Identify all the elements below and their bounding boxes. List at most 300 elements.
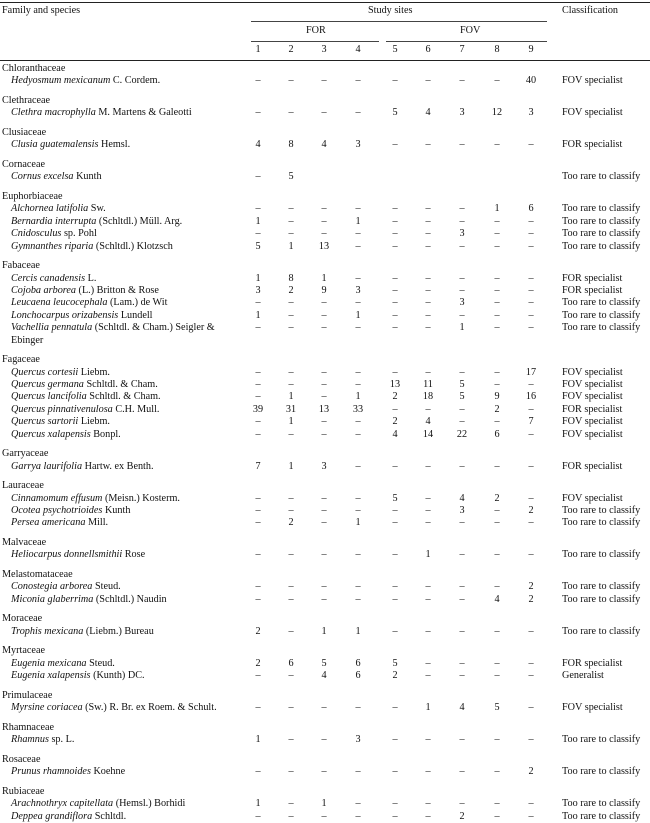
site-value-2: – (288, 670, 294, 682)
species-author: Schltdl. & Cham. (86, 391, 161, 403)
site-value-2: 1 (288, 240, 294, 252)
site-value-5: – (392, 460, 398, 472)
site-value-2: – (288, 322, 294, 334)
classification-value: FOR specialist (562, 403, 623, 415)
species-row (0, 404, 650, 416)
site-value-7: – (459, 593, 465, 605)
species-author: C. Cordem. (110, 75, 161, 87)
classification-value: Too rare to classify (562, 297, 641, 309)
site-value-9: – (528, 517, 534, 529)
site-value-5: 5 (392, 657, 398, 669)
site-value-7: – (459, 366, 465, 378)
family-row (0, 127, 650, 139)
site-number-6: 6 (425, 44, 431, 55)
site-value-6: – (425, 403, 431, 415)
site-value-5: 5 (392, 492, 398, 504)
site-value-3: 13 (318, 403, 330, 415)
species-author: Liebm. (78, 366, 110, 378)
classification-value: Too rare to classify (562, 203, 641, 215)
site-value-7: – (459, 517, 465, 529)
site-value-3: – (321, 492, 327, 504)
site-value-3: – (321, 505, 327, 516)
species-row (0, 416, 650, 428)
species-name (11, 322, 215, 334)
species-row-continuation (0, 335, 650, 347)
header-family-species: Family and species (2, 5, 81, 16)
site-value-5: 2 (392, 391, 398, 403)
site-value-5: – (392, 505, 398, 516)
site-value-4: – (355, 416, 361, 428)
site-value-8: – (494, 309, 500, 321)
site-value-7: – (459, 75, 465, 87)
classification-value: FOV specialist (562, 492, 623, 504)
site-value-3: – (321, 379, 327, 390)
site-value-4: – (355, 428, 361, 440)
site-value-4: 33 (352, 403, 364, 415)
site-value-2: – (288, 581, 294, 593)
family-row (0, 613, 650, 625)
species-name (11, 429, 121, 441)
site-value-7: – (459, 416, 465, 428)
header-group-for: FOR (306, 25, 326, 36)
species-author: (Schltdl.) Klotzsch (93, 240, 173, 252)
site-value-6: – (425, 766, 431, 778)
site-value-5: – (392, 215, 398, 227)
site-value-5: – (392, 240, 398, 252)
species-author: Rose (122, 549, 146, 561)
site-value-2: – (288, 428, 294, 440)
site-value-9: – (528, 625, 534, 637)
site-value-6: 1 (425, 549, 431, 561)
family-name: Fabaceae (2, 260, 40, 272)
species-row (0, 493, 650, 505)
species-row (0, 594, 650, 606)
site-value-2: – (288, 215, 294, 227)
site-value-7: – (459, 403, 465, 415)
site-value-3: – (321, 215, 327, 227)
study-sites-rule (251, 21, 547, 22)
site-value-3: 4 (321, 670, 327, 682)
species-author: Koehne (90, 766, 126, 778)
classification-value: FOR specialist (562, 139, 623, 151)
site-value-1: – (255, 670, 261, 682)
site-value-1: – (255, 391, 261, 403)
site-value-6: – (425, 272, 431, 284)
site-value-7: – (459, 309, 465, 321)
species-binomial: Quercus pinnativenulosa (11, 403, 113, 415)
site-value-4: – (355, 593, 361, 605)
species-name (11, 461, 154, 473)
site-number-5: 5 (392, 44, 398, 55)
site-value-9: 2 (528, 766, 534, 778)
species-author: M. Martens & Galeotti (95, 107, 192, 119)
species-binomial: Eugenia xalapensis (11, 670, 91, 682)
site-value-5: – (392, 366, 398, 378)
site-value-6: 18 (422, 391, 434, 403)
site-value-3: – (321, 107, 327, 119)
species-binomial: Vachellia pennatula (11, 322, 93, 334)
site-value-3: – (321, 391, 327, 403)
site-value-7: 3 (459, 107, 465, 119)
classification-value: Too rare to classify (562, 228, 641, 240)
site-value-7: – (459, 272, 465, 284)
species-name (11, 670, 145, 682)
family-name: Rhamnaceae (2, 721, 55, 733)
site-value-7: 22 (456, 428, 468, 440)
site-value-6: – (425, 322, 431, 334)
header-study-sites: Study sites (368, 5, 413, 16)
site-number-row (0, 44, 650, 56)
species-binomial: Cojoba arborea (11, 285, 76, 296)
site-value-8: – (494, 734, 500, 746)
species-row (0, 626, 650, 638)
species-binomial: Ocotea psychotrioides (11, 505, 103, 516)
site-number-4: 4 (355, 44, 361, 55)
site-value-1: – (255, 505, 261, 516)
species-name (11, 734, 74, 746)
classification-value: FOV specialist (562, 379, 623, 390)
site-value-9: 2 (528, 505, 534, 516)
site-value-3: – (321, 75, 327, 87)
classification-value: Too rare to classify (562, 549, 641, 561)
site-value-5: – (392, 581, 398, 593)
species-author: (Lam.) de Wit (107, 297, 168, 309)
site-value-7: – (459, 139, 465, 151)
site-value-2: 8 (288, 272, 294, 284)
site-value-2: 5 (288, 171, 294, 183)
site-value-3: – (321, 416, 327, 428)
site-value-2: 1 (288, 460, 294, 472)
site-value-2: – (288, 766, 294, 778)
site-number-7: 7 (459, 44, 465, 55)
site-value-4: 3 (355, 734, 361, 746)
site-value-9: – (528, 139, 534, 151)
site-value-1: 1 (255, 309, 261, 321)
species-author: (L.) Britton & Rose (76, 285, 159, 296)
family-name: Myrtaceae (2, 645, 45, 657)
site-value-5: – (392, 798, 398, 810)
site-value-4: – (355, 581, 361, 593)
site-value-7: – (459, 766, 465, 778)
species-name (11, 493, 180, 505)
site-value-3: 9 (321, 285, 327, 296)
species-name (11, 139, 130, 151)
species-name (11, 391, 161, 403)
site-value-8: – (494, 657, 500, 669)
species-binomial: Clusia guatemalensis (11, 139, 99, 151)
site-value-8: 4 (494, 593, 500, 605)
species-row (0, 766, 650, 778)
species-binomial: Gymnanthes riparia (11, 240, 94, 252)
site-value-1: 1 (255, 798, 261, 810)
family-row (0, 159, 650, 171)
species-author: (Schltdl. & Cham.) Seigler & (92, 322, 215, 334)
species-row (0, 139, 650, 151)
site-value-5: – (392, 139, 398, 151)
family-row (0, 569, 650, 581)
site-value-8: – (494, 297, 500, 309)
site-value-7: 4 (459, 702, 465, 714)
site-value-7: 3 (459, 228, 465, 240)
site-value-5: – (392, 297, 398, 309)
site-value-1: 5 (255, 240, 261, 252)
site-value-1: 1 (255, 215, 261, 227)
site-value-9: – (528, 322, 534, 334)
classification-value: Too rare to classify (562, 171, 641, 183)
species-row (0, 367, 650, 379)
site-value-7: – (459, 215, 465, 227)
site-value-5: 2 (392, 670, 398, 682)
site-value-8: – (494, 517, 500, 529)
species-author: Mill. (85, 517, 109, 529)
site-number-9: 9 (528, 44, 534, 55)
site-value-9: – (528, 460, 534, 472)
site-value-6: 4 (425, 107, 431, 119)
site-value-6: – (425, 798, 431, 810)
species-binomial: Clethra macrophylla (11, 107, 96, 119)
site-value-5: – (392, 403, 398, 415)
site-value-7: – (459, 670, 465, 682)
classification-value: Too rare to classify (562, 625, 641, 637)
species-binomial: Conostegia arborea (11, 581, 93, 593)
classification-value: Too rare to classify (562, 517, 641, 529)
site-value-2: – (288, 702, 294, 714)
site-value-1: – (255, 581, 261, 593)
site-value-3: – (321, 593, 327, 605)
site-value-5: – (392, 309, 398, 321)
site-value-5: – (392, 549, 398, 561)
species-binomial: Quercus lancifolia (11, 391, 87, 403)
site-value-6: – (425, 139, 431, 151)
family-row (0, 754, 650, 766)
site-value-5: – (392, 517, 398, 529)
site-value-2: 8 (288, 139, 294, 151)
site-value-9: – (528, 309, 534, 321)
site-value-9: – (528, 492, 534, 504)
species-author: (Hemsl.) Borhidi (113, 798, 186, 810)
species-name (11, 216, 182, 228)
site-value-4: – (355, 492, 361, 504)
for-group-rule (251, 41, 379, 42)
site-value-2: – (288, 228, 294, 240)
header-bottom-rule (0, 60, 650, 61)
site-value-1: – (255, 203, 261, 215)
family-name: Rosaceae (2, 753, 41, 765)
site-value-9: 17 (525, 366, 537, 378)
site-value-5: – (392, 285, 398, 296)
site-number-8: 8 (494, 44, 500, 55)
site-value-8: – (494, 460, 500, 472)
species-binomial: Myrsine coriacea (11, 702, 83, 714)
species-row (0, 670, 650, 682)
family-row (0, 537, 650, 549)
site-value-5: – (392, 322, 398, 334)
species-name (11, 203, 106, 215)
family-name: Fagaceae (2, 354, 40, 366)
site-value-1: – (255, 810, 261, 822)
site-value-1: – (255, 593, 261, 605)
classification-value: FOR specialist (562, 272, 623, 284)
site-value-4: – (355, 75, 361, 87)
family-name: Malvaceae (2, 537, 47, 548)
species-binomial: Quercus cortesii (11, 366, 79, 378)
site-value-1: – (255, 492, 261, 504)
site-value-9: – (528, 549, 534, 561)
site-value-4: – (355, 366, 361, 378)
site-number-3: 3 (321, 44, 327, 55)
family-name: Melastomataceae (2, 569, 73, 580)
site-value-5: – (392, 272, 398, 284)
species-name (11, 416, 110, 428)
species-name (11, 549, 145, 561)
site-value-1: – (255, 75, 261, 87)
species-row (0, 505, 650, 517)
site-value-3: – (321, 810, 327, 822)
site-number-1: 1 (255, 44, 261, 55)
site-value-3: – (321, 549, 327, 561)
site-value-8: 2 (494, 403, 500, 415)
family-row (0, 63, 650, 75)
species-binomial: Prunus rhamnoides (11, 766, 91, 778)
site-value-4: – (355, 766, 361, 778)
site-value-7: – (459, 203, 465, 215)
classification-value: Generalist (562, 670, 604, 682)
site-value-1: – (255, 107, 261, 119)
site-value-2: – (288, 549, 294, 561)
site-value-4: 6 (355, 657, 361, 669)
site-value-3: – (321, 228, 327, 240)
classification-value: FOR specialist (562, 285, 623, 296)
site-value-6: – (425, 460, 431, 472)
site-number-2: 2 (288, 44, 294, 55)
classification-value: FOV specialist (562, 366, 623, 378)
site-value-5: – (392, 75, 398, 87)
site-value-8: – (494, 505, 500, 516)
site-value-6: – (425, 75, 431, 87)
site-value-9: 3 (528, 107, 534, 119)
species-author: Hartw. ex Benth. (82, 460, 154, 472)
species-name (11, 107, 192, 119)
species-author-continued: Ebinger (11, 334, 44, 346)
site-value-7: 4 (459, 492, 465, 504)
site-value-2: 1 (288, 416, 294, 428)
site-value-4: 1 (355, 625, 361, 637)
species-binomial: Arachnothryx capitellata (11, 798, 114, 810)
site-value-3: – (321, 702, 327, 714)
species-binomial: Quercus germana (11, 379, 84, 390)
species-row (0, 658, 650, 670)
site-value-7: – (459, 734, 465, 746)
site-value-5: – (392, 625, 398, 637)
site-value-8: 5 (494, 702, 500, 714)
site-value-9: – (528, 810, 534, 822)
site-value-1: 39 (252, 403, 264, 415)
species-name (11, 367, 110, 379)
site-value-5: 4 (392, 428, 398, 440)
site-value-7: 5 (459, 379, 465, 390)
site-value-2: 2 (288, 285, 294, 296)
family-name: Euphorbiaceae (2, 191, 63, 202)
species-binomial: Lonchocarpus orizabensis (11, 309, 119, 321)
site-value-6: – (425, 734, 431, 746)
site-value-3: – (321, 322, 327, 334)
site-value-6: – (425, 215, 431, 227)
site-value-3: 5 (321, 657, 327, 669)
site-value-4: 1 (355, 391, 361, 403)
site-value-3: – (321, 428, 327, 440)
species-row (0, 581, 650, 593)
classification-value: Too rare to classify (562, 322, 641, 334)
species-name (11, 658, 115, 670)
site-value-2: – (288, 593, 294, 605)
species-binomial: Cnidosculus (11, 228, 62, 240)
family-name: Chloranthaceae (2, 63, 66, 74)
species-binomial: Cercis canadensis (11, 272, 86, 284)
family-name: Clethraceae (2, 95, 51, 106)
site-value-7: 1 (459, 322, 465, 334)
site-value-9: – (528, 670, 534, 682)
family-row (0, 448, 650, 460)
site-value-9: 16 (525, 391, 537, 403)
site-value-6: – (425, 505, 431, 516)
site-value-8: – (494, 228, 500, 240)
site-value-9: 6 (528, 203, 534, 215)
site-value-5: – (392, 766, 398, 778)
site-value-5: 13 (389, 379, 401, 390)
family-row (0, 722, 650, 734)
species-author: (Schltdl.) Müll. Arg. (96, 215, 183, 227)
species-row (0, 310, 650, 322)
site-value-9: – (528, 702, 534, 714)
species-author: Liebm. (78, 416, 110, 428)
species-binomial: Alchornea latifolia (11, 203, 89, 215)
site-value-5: 2 (392, 416, 398, 428)
species-row (0, 429, 650, 441)
site-value-7: – (459, 657, 465, 669)
site-value-4: – (355, 107, 361, 119)
site-value-2: – (288, 492, 294, 504)
site-value-2: – (288, 297, 294, 309)
species-author: (Schltdl.) Naudin (93, 593, 167, 605)
classification-value: Too rare to classify (562, 798, 641, 810)
site-value-2: – (288, 810, 294, 822)
site-value-4: – (355, 549, 361, 561)
species-author: Lundell (118, 309, 153, 321)
species-author: Schltdl. (92, 810, 127, 822)
site-value-4: 3 (355, 139, 361, 151)
site-value-7: – (459, 549, 465, 561)
site-value-4: – (355, 203, 361, 215)
site-value-7: – (459, 240, 465, 252)
species-name (11, 766, 125, 778)
species-name (11, 517, 108, 529)
site-value-2: – (288, 379, 294, 390)
site-value-3: 1 (321, 272, 327, 284)
family-row (0, 690, 650, 702)
site-value-7: 2 (459, 810, 465, 822)
species-name (11, 228, 97, 240)
site-value-6: 11 (423, 379, 433, 390)
site-value-4: 1 (355, 215, 361, 227)
classification-value: FOV specialist (562, 391, 623, 403)
site-value-9: – (528, 734, 534, 746)
species-row (0, 391, 650, 403)
classification-value: Too rare to classify (562, 581, 641, 593)
classification-value: FOV specialist (562, 107, 623, 119)
species-row (0, 379, 650, 391)
site-value-8: – (494, 240, 500, 252)
species-row (0, 273, 650, 285)
